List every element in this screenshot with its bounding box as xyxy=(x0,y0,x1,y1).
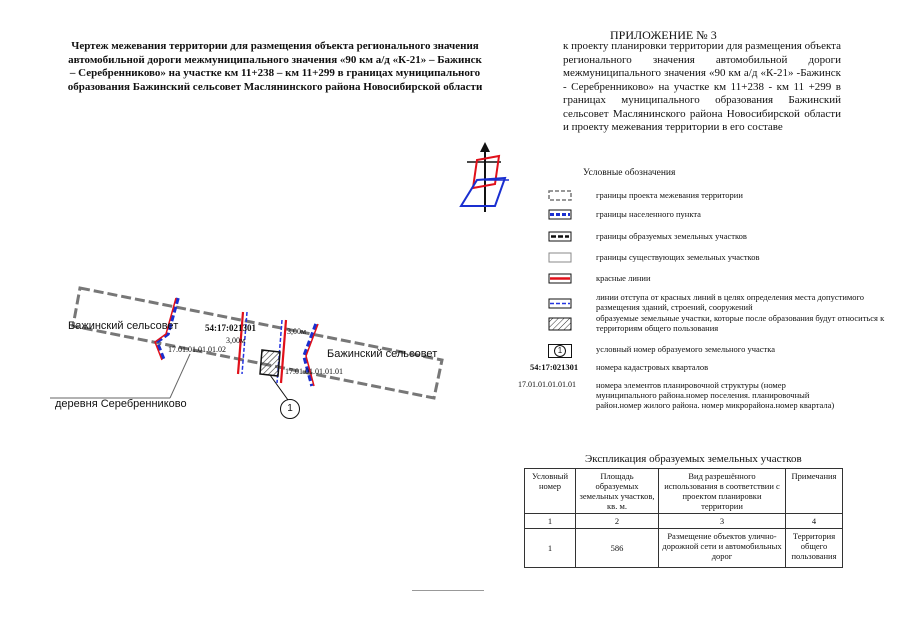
colnum-cell: 2 xyxy=(576,514,659,529)
header-cell: Условный номер xyxy=(525,469,576,514)
legend-sample-element-code: 17.01.01.01.01.01 xyxy=(518,380,576,389)
table-colnum-row xyxy=(525,514,843,529)
legend-label: номера кадастровых кварталов xyxy=(596,362,709,372)
explication-table xyxy=(524,468,843,568)
table-header-row xyxy=(525,469,843,514)
appendix-text: к проекту планировки территории для размещения объекта регионального значения автомобильной дороги межмуниципального значения «90 км а/д «К-21» -Бажинск - Серебренниково» на участке км 11+238 - км 11 +299 в границах муниципального образования Бажинский сельсовет Маслянинского района Новосибирской области и проекту межевания территории в его составе xyxy=(563,40,841,133)
explication-title: Экспликация образуемых земельных участков xyxy=(585,453,802,465)
header-cell: Вид разрешённого использования в соответствии с проектом планировки территории xyxy=(659,469,786,514)
label-village-right: Бажинский сельсовет xyxy=(327,348,438,360)
legend-label: границы образуемых земельных участков xyxy=(596,231,747,241)
legend-symbol-formed-plot-border xyxy=(548,231,572,242)
dim-right: 3,00м xyxy=(287,327,307,336)
legend-label: линии отступа от красных линий в целях определения места допустимого размещения зданий, строений, сооружений xyxy=(596,292,865,312)
north-arrow-icon xyxy=(455,140,530,215)
cadastral-block-label: 54:17:021301 xyxy=(205,323,256,333)
label-settlement: деревня Серебренниково xyxy=(55,398,187,410)
legend-sample-cadastral: 54:17:021301 xyxy=(530,362,579,372)
table-row xyxy=(525,529,843,568)
plot-number-circle: 1 xyxy=(280,399,300,419)
legend-label: границы существующих земельных участков xyxy=(596,252,760,262)
legend-label: границы проекта межевания территории xyxy=(596,190,743,200)
table-cell: Территория общего пользования xyxy=(786,529,843,568)
colnum-cell: 3 xyxy=(659,514,786,529)
colnum-cell: 1 xyxy=(525,514,576,529)
label-village-left: Бажинский сельсовет xyxy=(68,320,179,332)
colnum-cell: 4 xyxy=(786,514,843,529)
drawing-title: Чертеж межевания территории для размещения объекта регионального значения автомобильной дороги межмуниципального значения «90 км а/д «К-21» – Бажинск – Серебренниково» на участке км 11+238 – км 11+299 в границах муниципального образования Бажинский сельсовет Маслянинского района Новосибирской области xyxy=(67,40,483,93)
appendix-heading: ПРИЛОЖЕНИЕ № 3 xyxy=(610,28,717,42)
table-cell: 1 xyxy=(525,529,576,568)
legend-symbol-project-border xyxy=(548,190,572,201)
legend-symbol-settlement-border xyxy=(548,209,572,220)
footer-divider xyxy=(412,590,484,591)
element-code-right: 17.01.01.01.01.01 xyxy=(285,367,343,376)
header-cell: Примечания xyxy=(786,469,843,514)
legend-symbol-existing-plot-border xyxy=(548,252,572,263)
table-cell: 586 xyxy=(576,529,659,568)
legend-label: красные линии xyxy=(596,273,651,283)
dim-left: 3,00м xyxy=(226,336,246,345)
project-boundary xyxy=(73,288,442,398)
legend-title: Условные обозначения xyxy=(583,168,676,178)
legend-label: границы населенного пункта xyxy=(596,209,701,219)
legend-label: номера элементов планировочной структуры (номер муниципального района.номер поселения. планировочный район.номер жилого района. номер микрорайона.номер квартала) xyxy=(596,380,835,410)
legend-symbol-setback-line xyxy=(548,298,572,309)
element-code-left: 17.01.01.01.01.02 xyxy=(168,345,226,354)
legend-symbol-public-plot-hatch xyxy=(548,317,572,331)
formed-plot-hatch xyxy=(260,350,280,376)
legend-symbol-red-line xyxy=(548,273,572,284)
legend-label: условный номер образуемого земельного участка xyxy=(596,344,775,354)
header-cell: Площадь образуемых земельных участков, кв. м. xyxy=(576,469,659,514)
legend-symbol-plot-number: 1 xyxy=(548,344,572,358)
table-cell: Размещение объектов улично-дорожной сети и автомобильных дорог xyxy=(659,529,786,568)
legend-label: образуемые земельные участки, которые после образования будут относиться к территориям общего пользования xyxy=(596,313,885,333)
